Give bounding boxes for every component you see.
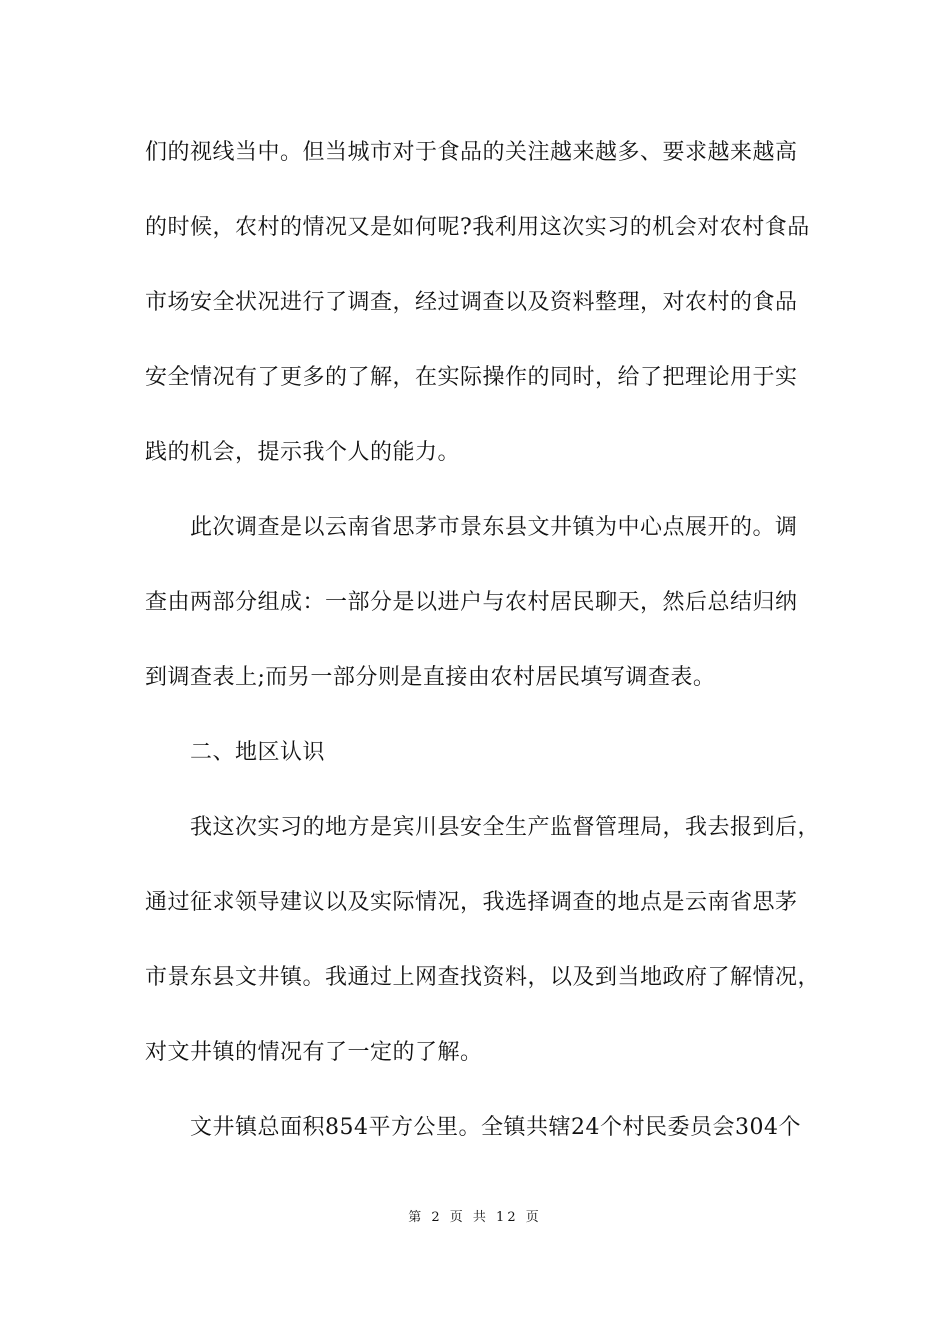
body-text-line: 的时候，农村的情况又是如何呢?我利用这次实习的机会对农村食品 <box>145 215 810 240</box>
body-text-line: 通过征求领导建议以及实际情况，我选择调查的地点是云南省思茅 <box>145 890 798 915</box>
section-heading: 二、地区认识 <box>190 740 326 765</box>
paragraph-first-line: 文井镇总面积854平方公里。全镇共辖24个村民委员会304个 <box>190 1115 801 1140</box>
body-text-line: 对文井镇的情况有了一定的了解。 <box>145 1040 483 1065</box>
body-text-line: 到调查表上;而另一部分则是直接由农村居民填写调查表。 <box>145 665 716 690</box>
paragraph-first-line: 此次调查是以云南省思茅市景东县文井镇为中心点展开的。调 <box>190 515 798 540</box>
body-text-line: 市景东县文井镇。我通过上网查找资料，以及到当地政府了解情况， <box>145 965 821 990</box>
body-text-line: 安全情况有了更多的了解，在实际操作的同时，给了把理论用于实 <box>145 365 798 390</box>
page-number-footer: 第 2 页 共 12 页 <box>408 1210 542 1225</box>
body-text-line: 查由两部分组成：一部分是以进户与农村居民聊天，然后总结归纳 <box>145 590 798 615</box>
paragraph-first-line: 我这次实习的地方是宾川县安全生产监督管理局，我去报到后， <box>190 815 821 840</box>
body-text-line: 践的机会，提示我个人的能力。 <box>145 440 461 465</box>
body-text-line: 市场安全状况进行了调查，经过调查以及资料整理，对农村的食品 <box>145 290 798 315</box>
body-text-line: 们的视线当中。但当城市对于食品的关注越来越多、要求越来越高 <box>145 140 798 165</box>
